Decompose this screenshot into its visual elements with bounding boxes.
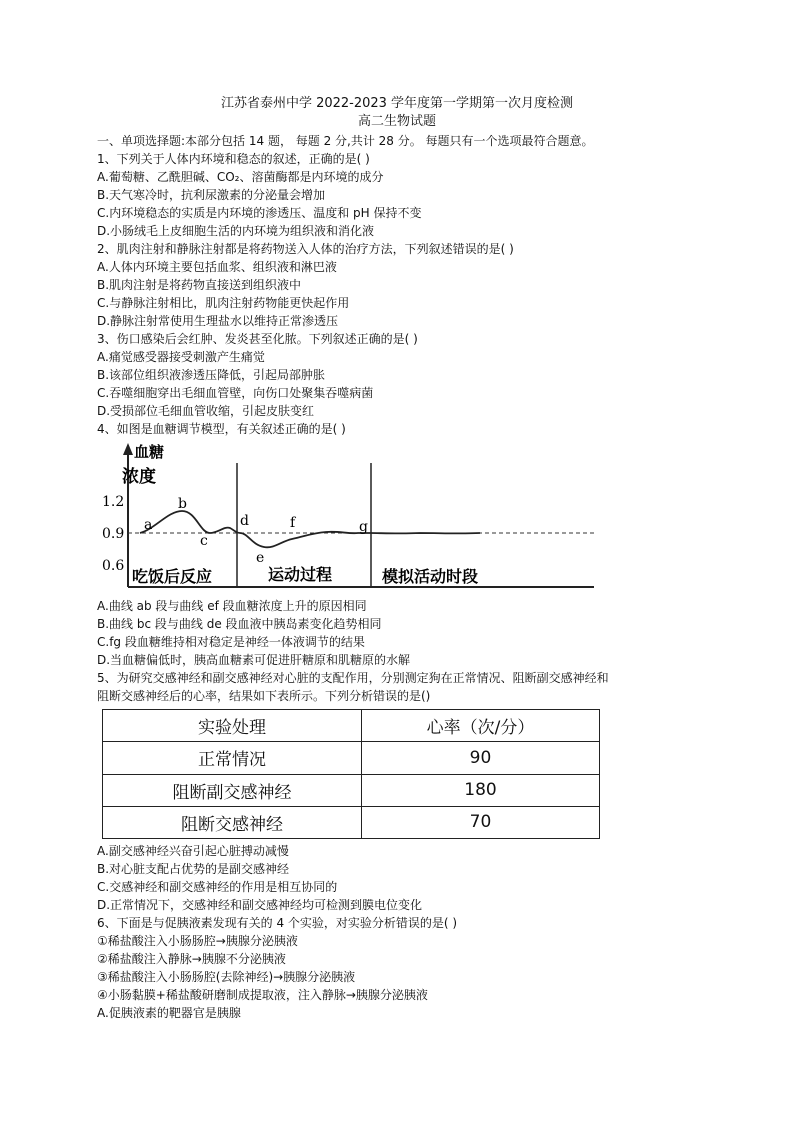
question-6-experiment-4: ④小肠黏膜+稀盐酸研磨制成提取液，注入静脉→胰腺分泌胰液: [97, 988, 428, 1002]
point-a-label: a: [144, 517, 153, 533]
y-label-line2: 浓度: [122, 467, 156, 487]
point-c-label: c: [200, 533, 208, 549]
point-g-label: g: [359, 519, 368, 535]
question-1-option-b: B.天气寒冷时，抗利尿激素的分泌量会增加: [97, 188, 326, 202]
table-cell-heart-rate: 70: [362, 806, 600, 838]
point-f-label: f: [290, 515, 296, 531]
question-1-option-a: A.葡萄糖、乙酰胆碱、CO₂、溶菌酶都是内环境的成分: [97, 170, 384, 184]
question-5-option-c: C.交感神经和副交感神经的作用是相互协同的: [97, 880, 338, 894]
question-2-option-d: D.静脉注射常使用生理盐水以维持正常渗透压: [97, 314, 339, 328]
exam-title: 江苏省泰州中学 2022-2023 学年度第一学期第一次月度检测: [220, 96, 574, 111]
question-1-option-d: D.小肠绒毛上皮细胞生活的内环境为组织液和消化液: [97, 224, 375, 238]
point-b-label: b: [178, 496, 187, 512]
point-e-label: e: [256, 550, 265, 566]
y-label-line1: 血糖: [134, 443, 165, 461]
question-6-experiment-3: ③稀盐酸注入小肠肠腔(去除神经)→胰腺分泌胰液: [97, 970, 356, 984]
y-axis-arrow-icon: [123, 443, 133, 455]
phase-label-simulated: 模拟活动时段: [382, 567, 479, 586]
question-3-option-a: A.痛觉感受器接受刺激产生痛觉: [97, 350, 265, 364]
table-header-row: [103, 710, 600, 742]
y-tick-1-2: 1.2: [102, 494, 125, 510]
question-4-option-c: C.fg 段血糖维持相对稳定是神经一体液调节的结果: [97, 635, 365, 649]
table-row: [103, 742, 600, 774]
phase-label-exercise: 运动过程: [268, 565, 333, 584]
question-4-stem: 4、如图是血糖调节模型，有关叙述正确的是( ): [97, 422, 346, 436]
question-3-option-c: C.吞噬细胞穿出毛细血管壁，向伤口处聚集吞噬病菌: [97, 386, 374, 400]
question-5-option-b: B.对心脏支配占优势的是副交感神经: [97, 862, 290, 876]
question-1-stem: 1、下列关于人体内环境和稳态的叙述，正确的是( ): [97, 152, 370, 166]
y-tick-0-6: 0.6: [102, 558, 125, 574]
question-2-stem: 2、肌肉注射和静脉注射都是将药物送入人体的治疗方法，下列叙述错误的是( ): [97, 242, 514, 256]
question-2-option-b: B.肌肉注射是将药物直接送到组织液中: [97, 278, 302, 292]
table-row: [103, 806, 600, 838]
heart-rate-table: [102, 709, 600, 839]
glucose-curve: [140, 511, 480, 547]
question-6-experiment-2: ②稀盐酸注入静脉→胰腺不分泌胰液: [97, 952, 286, 966]
question-6-experiment-1: ①稀盐酸注入小肠肠腔→胰腺分泌胰液: [97, 934, 298, 948]
blood-glucose-figure: [100, 441, 598, 594]
exam-subtitle: 高二生物试题: [357, 114, 436, 129]
question-4-option-b: B.曲线 bc 段与曲线 de 段血液中胰岛素变化趋势相同: [97, 617, 382, 631]
question-6-option-a: A.促胰液素的靶器官是胰腺: [97, 1006, 241, 1020]
point-d-label: d: [240, 513, 249, 529]
question-1-option-c: C.内环境稳态的实质是内环境的渗透压、温度和 pH 保持不变: [97, 206, 422, 220]
question-5-option-a: A.副交感神经兴奋引起心脏搏动减慢: [97, 844, 289, 858]
question-5-stem-line2: 阻断交感神经后的心率，结果如下表所示。下列分析错误的是(): [97, 689, 431, 703]
question-6-stem: 6、下面是与促胰液素发现有关的 4 个实验，对实验分析错误的是( ): [97, 916, 458, 930]
table-header-heart-rate: 心率（次/分）: [362, 710, 600, 742]
question-2-option-c: C.与静脉注射相比，肌肉注射药物能更快起作用: [97, 296, 350, 310]
section-intro: 一、单项选择题:本部分包括 14 题， 每题 2 分,共计 28 分。 每题只有一个选项最符合题意。: [97, 134, 594, 148]
table-cell-treatment: 阻断交感神经: [103, 806, 362, 838]
table-cell-treatment: 阻断副交感神经: [103, 774, 362, 806]
question-5-option-d: D.正常情况下，交感神经和副交感神经均可检测到膜电位变化: [97, 898, 423, 912]
table-cell-heart-rate: 180: [362, 774, 600, 806]
question-3-option-d: D.受损部位毛细血管收缩，引起皮肤变红: [97, 404, 315, 418]
phase-label-meal: 吃饭后反应: [132, 567, 213, 586]
question-3-stem: 3、伤口感染后会红肿、发炎甚至化脓。下列叙述正确的是( ): [97, 332, 418, 346]
table-row: [103, 774, 600, 806]
question-4-option-d: D.当血糖偏低时，胰高血糖素可促进肝糖原和肌糖原的水解: [97, 653, 411, 667]
question-4-option-a: A.曲线 ab 段与曲线 ef 段血糖浓度上升的原因相同: [97, 599, 367, 613]
table-cell-heart-rate: 90: [362, 742, 600, 774]
y-tick-0-9: 0.9: [102, 526, 125, 542]
table-cell-treatment: 正常情况: [103, 742, 362, 774]
question-2-option-a: A.人体内环境主要包括血浆、组织液和淋巴液: [97, 260, 337, 274]
table-header-treatment: 实验处理: [103, 710, 362, 742]
question-5-stem-line1: 5、为研究交感神经和副交感神经对心脏的支配作用，分别测定狗在正常情况、阻断副交感神经和: [97, 671, 609, 685]
question-3-option-b: B.该部位组织液渗透压降低，引起局部肿胀: [97, 368, 326, 382]
